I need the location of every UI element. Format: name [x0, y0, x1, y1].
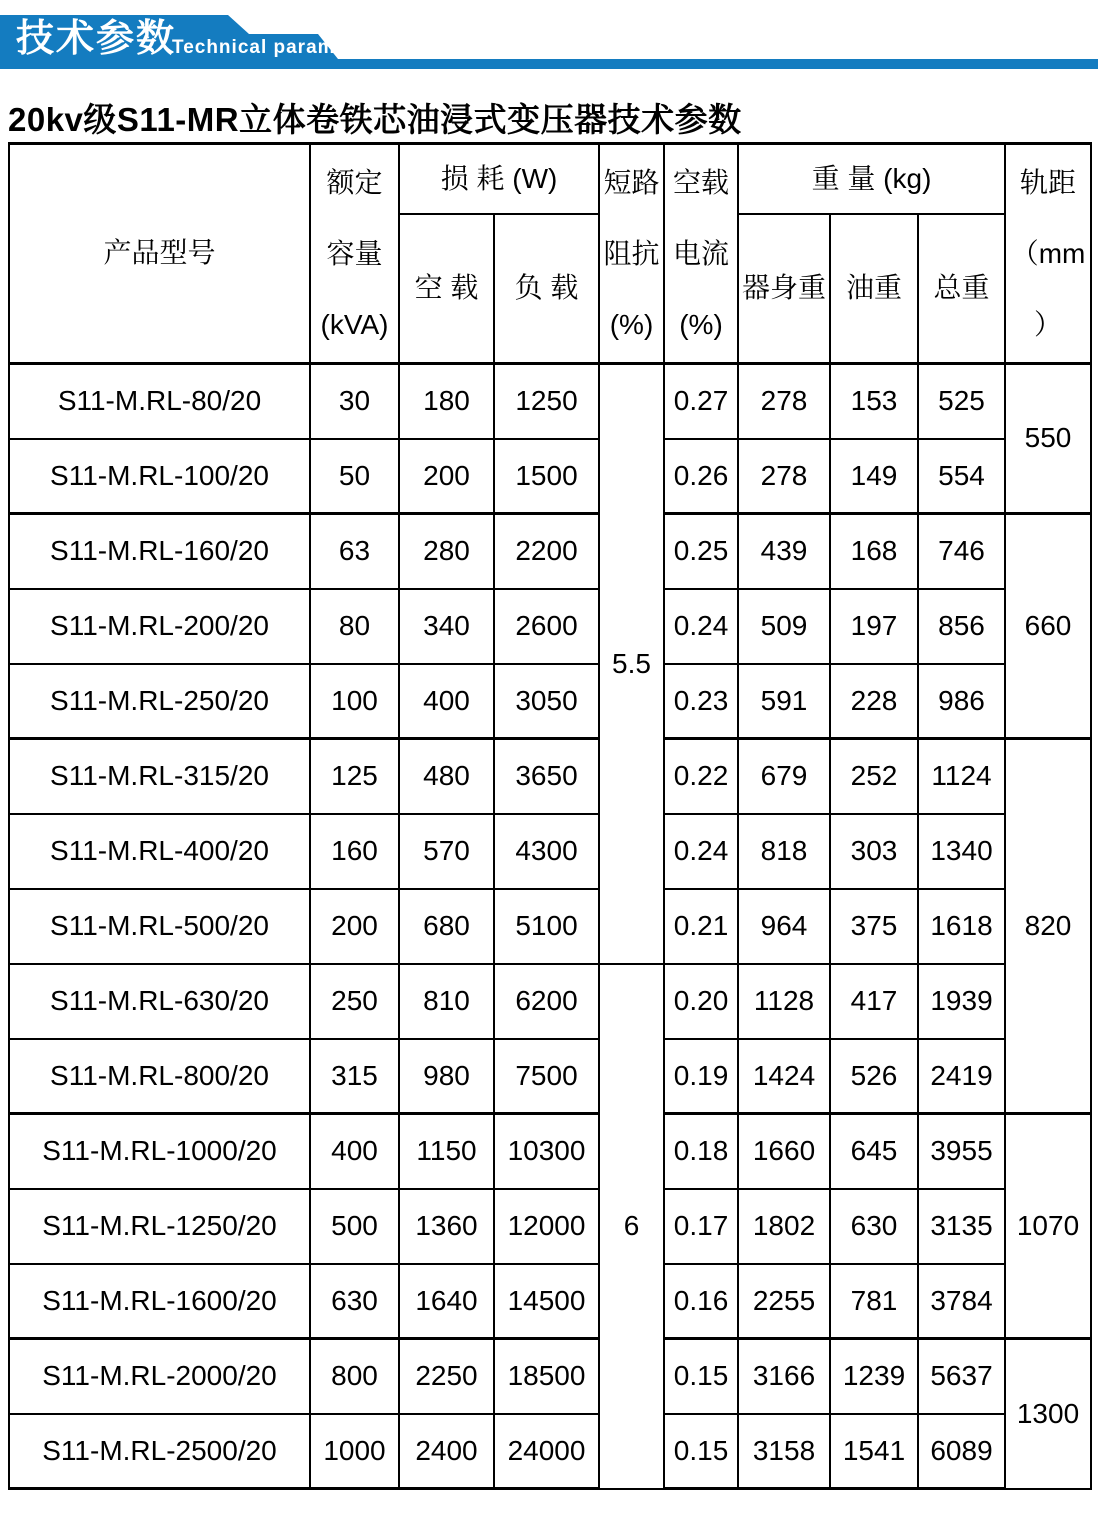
col-header-no-load-current-line: 电流 [673, 238, 730, 269]
cell-gauge: 1070 [1005, 1114, 1091, 1339]
cell-total-weight: 6089 [918, 1414, 1005, 1489]
table-row [9, 814, 1091, 889]
cell-no-load-current: 0.25 [664, 514, 738, 589]
cell-model: S11-M.RL-100/20 [9, 439, 310, 514]
cell-total-weight: 1618 [918, 889, 1005, 964]
cell-load-loss: 12000 [494, 1189, 599, 1264]
cell-load-loss: 18500 [494, 1339, 599, 1414]
cell-capacity: 125 [310, 739, 399, 814]
cell-body-weight: 591 [738, 664, 830, 739]
cell-model: S11-M.RL-630/20 [9, 964, 310, 1039]
cell-total-weight: 525 [918, 364, 1005, 439]
cell-no-load-current: 0.19 [664, 1039, 738, 1114]
table-row [9, 364, 1091, 439]
cell-body-weight: 3158 [738, 1414, 830, 1489]
cell-no-load-current: 0.15 [664, 1414, 738, 1489]
cell-no-load-current: 0.18 [664, 1114, 738, 1189]
cell-load-loss: 1250 [494, 364, 599, 439]
col-header-weight-oil: 油重 [830, 214, 918, 364]
col-header-no-load-current [664, 144, 738, 364]
cell-total-weight: 1124 [918, 739, 1005, 814]
col-header-loss-group: 损 耗 (W) [399, 144, 599, 214]
cell-gauge: 550 [1005, 364, 1091, 514]
cell-capacity: 400 [310, 1114, 399, 1189]
cell-body-weight: 818 [738, 814, 830, 889]
table-row [9, 589, 1091, 664]
cell-body-weight: 1802 [738, 1189, 830, 1264]
table-row [9, 1039, 1091, 1114]
cell-model: S11-M.RL-2000/20 [9, 1339, 310, 1414]
cell-load-loss: 1500 [494, 439, 599, 514]
cell-oil-weight: 1541 [830, 1414, 918, 1489]
cell-capacity: 100 [310, 664, 399, 739]
parameters-table [8, 142, 1092, 1490]
cell-model: S11-M.RL-500/20 [9, 889, 310, 964]
cell-load-loss: 2600 [494, 589, 599, 664]
col-header-rated-capacity-line: (kVA) [320, 309, 389, 340]
cell-body-weight: 278 [738, 439, 830, 514]
cell-total-weight: 554 [918, 439, 1005, 514]
cell-model: S11-M.RL-250/20 [9, 664, 310, 739]
cell-total-weight: 3955 [918, 1114, 1005, 1189]
cell-model: S11-M.RL-400/20 [9, 814, 310, 889]
col-header-no-load-current-line: (%) [679, 309, 723, 340]
cell-impedance: 5.5 [599, 364, 664, 964]
cell-oil-weight: 252 [830, 739, 918, 814]
cell-oil-weight: 645 [830, 1114, 918, 1189]
cell-no-load-loss: 280 [399, 514, 494, 589]
col-header-weight-total: 总重 [918, 214, 1005, 364]
cell-body-weight: 439 [738, 514, 830, 589]
cell-oil-weight: 197 [830, 589, 918, 664]
cell-gauge: 820 [1005, 739, 1091, 1114]
cell-body-weight: 964 [738, 889, 830, 964]
cell-body-weight: 3166 [738, 1339, 830, 1414]
cell-model: S11-M.RL-1250/20 [9, 1189, 310, 1264]
col-header-gauge [1005, 144, 1091, 364]
cell-no-load-loss: 2400 [399, 1414, 494, 1489]
cell-total-weight: 2419 [918, 1039, 1005, 1114]
cell-body-weight: 1424 [738, 1039, 830, 1114]
table-row [9, 739, 1091, 814]
cell-load-loss: 3050 [494, 664, 599, 739]
cell-no-load-current: 0.24 [664, 814, 738, 889]
cell-no-load-current: 0.15 [664, 1339, 738, 1414]
cell-capacity: 50 [310, 439, 399, 514]
cell-no-load-loss: 2250 [399, 1339, 494, 1414]
page-title: 20kv级S11-MR立体卷铁芯油浸式变压器技术参数 [8, 101, 742, 138]
table-row [9, 889, 1091, 964]
cell-capacity: 630 [310, 1264, 399, 1339]
cell-total-weight: 856 [918, 589, 1005, 664]
banner-subtitle: Technical parameter [172, 37, 375, 58]
cell-oil-weight: 781 [830, 1264, 918, 1339]
banner-title: 技术参数 [16, 18, 177, 60]
cell-no-load-current: 0.17 [664, 1189, 738, 1264]
cell-capacity: 800 [310, 1339, 399, 1414]
col-header-impedance-line: 短路 [603, 167, 660, 198]
col-header-loss-on-load: 负 载 [494, 214, 599, 364]
table-row [9, 1264, 1091, 1339]
cell-capacity: 200 [310, 889, 399, 964]
cell-load-loss: 10300 [494, 1114, 599, 1189]
col-header-impedance-line: 阻抗 [603, 238, 660, 269]
cell-load-loss: 3650 [494, 739, 599, 814]
table-row [9, 1414, 1091, 1489]
col-header-loss-no-load: 空 载 [399, 214, 494, 364]
cell-model: S11-M.RL-315/20 [9, 739, 310, 814]
cell-total-weight: 1939 [918, 964, 1005, 1039]
cell-oil-weight: 149 [830, 439, 918, 514]
col-header-rated-capacity [310, 144, 399, 364]
cell-oil-weight: 1239 [830, 1339, 918, 1414]
cell-oil-weight: 303 [830, 814, 918, 889]
col-header-impedance-line: (%) [609, 309, 654, 340]
cell-model: S11-M.RL-1600/20 [9, 1264, 310, 1339]
cell-load-loss: 5100 [494, 889, 599, 964]
cell-capacity: 160 [310, 814, 399, 889]
cell-load-loss: 7500 [494, 1039, 599, 1114]
cell-impedance: 6 [599, 964, 664, 1489]
cell-total-weight: 986 [918, 664, 1005, 739]
cell-oil-weight: 417 [830, 964, 918, 1039]
table-row [9, 964, 1091, 1039]
cell-model: S11-M.RL-80/20 [9, 364, 310, 439]
cell-no-load-loss: 480 [399, 739, 494, 814]
col-header-rated-capacity-line: 额定 [326, 167, 383, 198]
cell-no-load-loss: 1150 [399, 1114, 494, 1189]
cell-load-loss: 4300 [494, 814, 599, 889]
cell-model: S11-M.RL-2500/20 [9, 1414, 310, 1489]
cell-body-weight: 1128 [738, 964, 830, 1039]
cell-capacity: 500 [310, 1189, 399, 1264]
cell-gauge: 660 [1005, 514, 1091, 739]
table-row [9, 664, 1091, 739]
cell-load-loss: 2200 [494, 514, 599, 589]
table-row [9, 514, 1091, 589]
cell-oil-weight: 168 [830, 514, 918, 589]
cell-load-loss: 14500 [494, 1264, 599, 1339]
cell-total-weight: 3784 [918, 1264, 1005, 1339]
cell-capacity: 30 [310, 364, 399, 439]
col-header-rated-capacity-line: 容量 [326, 238, 383, 269]
table-row [9, 1189, 1091, 1264]
cell-capacity: 315 [310, 1039, 399, 1114]
cell-no-load-current: 0.16 [664, 1264, 738, 1339]
cell-no-load-current: 0.23 [664, 664, 738, 739]
col-header-impedance [599, 144, 664, 364]
cell-no-load-loss: 1640 [399, 1264, 494, 1339]
cell-total-weight: 746 [918, 514, 1005, 589]
col-header-weight-body: 器身重 [738, 214, 830, 364]
cell-capacity: 1000 [310, 1414, 399, 1489]
cell-total-weight: 3135 [918, 1189, 1005, 1264]
cell-total-weight: 5637 [918, 1339, 1005, 1414]
cell-gauge: 1300 [1005, 1339, 1091, 1489]
cell-body-weight: 278 [738, 364, 830, 439]
cell-no-load-current: 0.20 [664, 964, 738, 1039]
cell-model: S11-M.RL-160/20 [9, 514, 310, 589]
cell-oil-weight: 630 [830, 1189, 918, 1264]
cell-oil-weight: 228 [830, 664, 918, 739]
cell-capacity: 250 [310, 964, 399, 1039]
cell-body-weight: 679 [738, 739, 830, 814]
cell-no-load-loss: 810 [399, 964, 494, 1039]
col-header-weight-group: 重 量 (kg) [738, 144, 1005, 214]
cell-no-load-loss: 980 [399, 1039, 494, 1114]
cell-no-load-loss: 400 [399, 664, 494, 739]
cell-load-loss: 24000 [494, 1414, 599, 1489]
cell-body-weight: 1660 [738, 1114, 830, 1189]
cell-no-load-current: 0.22 [664, 739, 738, 814]
table-row [9, 1339, 1091, 1414]
col-header-product-model: 产品型号 [9, 144, 310, 364]
cell-oil-weight: 153 [830, 364, 918, 439]
cell-capacity: 63 [310, 514, 399, 589]
cell-no-load-current: 0.27 [664, 364, 738, 439]
header-row-top [9, 144, 1091, 214]
col-header-gauge-line: （mm [1010, 238, 1086, 269]
cell-no-load-loss: 200 [399, 439, 494, 514]
cell-body-weight: 2255 [738, 1264, 830, 1339]
cell-no-load-loss: 680 [399, 889, 494, 964]
cell-no-load-loss: 340 [399, 589, 494, 664]
cell-oil-weight: 526 [830, 1039, 918, 1114]
col-header-no-load-current-line: 空载 [673, 167, 730, 198]
cell-no-load-current: 0.26 [664, 439, 738, 514]
cell-capacity: 80 [310, 589, 399, 664]
cell-model: S11-M.RL-1000/20 [9, 1114, 310, 1189]
cell-no-load-loss: 570 [399, 814, 494, 889]
col-header-gauge-line: ） [1034, 309, 1063, 340]
col-header-gauge-line: 轨距 [1020, 167, 1077, 198]
cell-oil-weight: 375 [830, 889, 918, 964]
cell-no-load-current: 0.24 [664, 589, 738, 664]
table-row [9, 439, 1091, 514]
cell-no-load-loss: 180 [399, 364, 494, 439]
banner [0, 0, 1098, 70]
table-row [9, 1114, 1091, 1189]
cell-model: S11-M.RL-800/20 [9, 1039, 310, 1114]
cell-no-load-current: 0.21 [664, 889, 738, 964]
cell-load-loss: 6200 [494, 964, 599, 1039]
cell-body-weight: 509 [738, 589, 830, 664]
cell-no-load-loss: 1360 [399, 1189, 494, 1264]
cell-total-weight: 1340 [918, 814, 1005, 889]
cell-model: S11-M.RL-200/20 [9, 589, 310, 664]
